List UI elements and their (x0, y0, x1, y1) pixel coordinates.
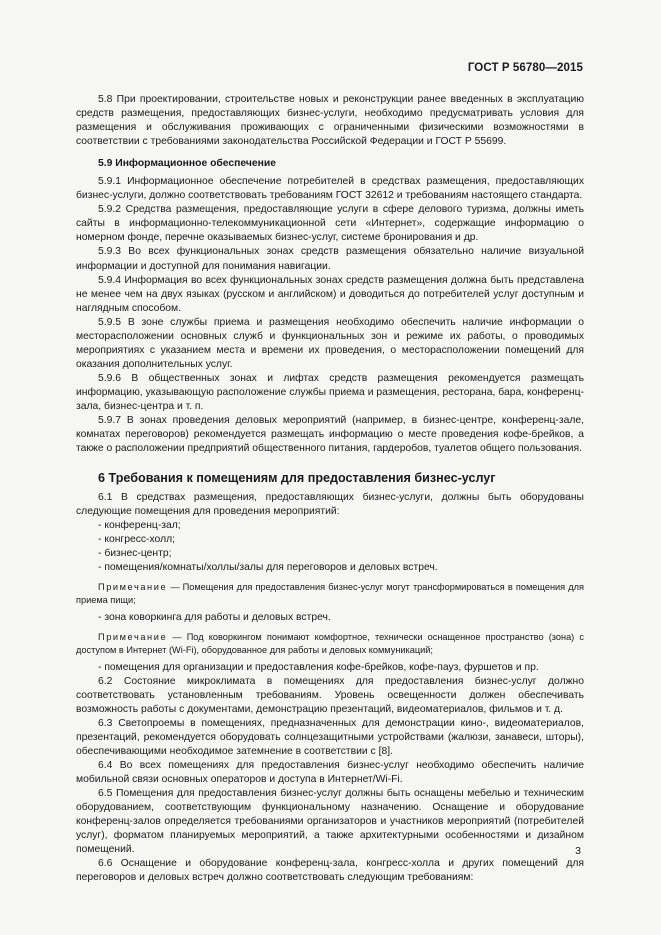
subsection-heading-5-9: 5.9 Информационное обеспечение (98, 158, 277, 170)
note-label: Примечание (98, 582, 168, 593)
paragraph-5-9-6: 5.9.6 В общественных зонах и лифтах средств размещения рекомендуется размещать информацию, указывающую расположение службы приема и размещения, ресторана, бара, конференц-зала, бизнес-центра и т. п. (76, 372, 584, 412)
list-item: - конгресс-холл; (98, 534, 176, 546)
paragraph-5-9-4: 5.9.4 Информация во всех функциональных зонах средств размещения должна быть представлена не менее чем на двух языках (русском и английском) и доводиться до потребителей услуг доступным и наглядным способом. (76, 274, 584, 314)
note-coworking (76, 631, 584, 657)
note-text: Под коворкингом понимают комфортное, технически оснащенное пространство (зона) с доступом в Интернет (Wi-Fi), оборудованное для работы и деловых коммуникаций; (76, 632, 584, 655)
paragraph-5-9-5: 5.9.5 В зоне службы приема и размещения необходимо обеспечить наличие информации о месторасположении основных служб и функциональных зон и режиме их работы, о проводимых мероприятиях с указанием места и времени их проведения, о месторасположении помещений для оказания дополнительных услуг. (76, 316, 584, 370)
paragraph-6-4: 6.4 Во всех помещениях для предоставления бизнес-услуг необходимо обеспечить наличие мобильной связи основных операторов и доступа в Интернет/Wi-Fi. (76, 760, 584, 786)
note-text: Помещения для предоставления бизнес-услуг могут трансформироваться в помещения для приема пищи; (76, 582, 584, 606)
paragraph-6-5: 6.5 Помещения для предоставления бизнес-услуг должны быть оснащены мебелью и техническим оборудованием, соответствующим функциональному назначению. Оснащение и оборудование конференц-залов определяется требованиями организаторов и участников мероприятий (потребителей услуг), форматом планируемых мероприятий, а также архитектурными особенностями и дизайном помещений. (76, 788, 584, 856)
standard-header: ГОСТ Р 56780—2015 (467, 62, 583, 74)
paragraph-6-3: 6.3 Светопроемы в помещениях, предназначенных для демонстрации кино-, видеоматериалов, презентаций, рекомендуется оборудовать солнцезащитными устройствами (жалюзи, занавеси, шторы), обеспечивающими необходимое затемнение в соответствии с [8]. (76, 717, 584, 757)
paragraph-6-6: 6.6 Оснащение и оборудование конференц-зала, конгресс-холла и других помещений для переговоров и деловых встреч должно соответствовать следующим требованиям: (76, 858, 584, 884)
document-body (76, 93, 584, 885)
paragraph-5-9-7: 5.9.7 В зонах проведения деловых мероприятий (например, в бизнес-центре, конференц-зале, комнатах переговоров) рекомендуется размещать информацию о месте проведения кофе-брейков, а также о расположении предприятий общественного питания, гардеробов, туалетов общего пользования. (76, 415, 584, 455)
list-item: - конференц-зал; (98, 520, 181, 532)
note-dash: — (167, 632, 187, 643)
list-item: - помещения/комнаты/холлы/залы для переговоров и деловых встреч. (98, 562, 438, 574)
paragraph-5-9-1: 5.9.1 Информационное обеспечение потребителей в средствах размещения, предоставляющих бизнес-услуги, должно соответствовать требованиям ГОСТ 32612 и требованиям настоящего стандарта. (76, 176, 584, 202)
paragraph-5-8: 5.8 При проектировании, строительстве новых и реконструкции ранее введенных в эксплуатацию средств размещения, предоставляющих бизнес-услуги, необходимо предусматривать условия для размещения и обслуживания проживающих с ограниченными физическими возможностями в соответствии с требованиями законодательства Российской Федерации и ГОСТ Р 55699. (76, 94, 584, 148)
note-dash: — (167, 582, 183, 593)
section-heading-6: 6 Требования к помещениям для предоставления бизнес-услуг (98, 471, 496, 486)
paragraph-5-9-3: 5.9.3 Во всех функциональных зонах средств размещения обязательно наличие визуальной информации и доступной для понимания навигации. (76, 246, 584, 272)
note-label: Примечание (98, 632, 168, 643)
note-transform (76, 581, 584, 607)
page-number: 3 (575, 845, 581, 857)
list-item-coffee: - помещения для организации и предоставления кофе-брейков, кофе-пауз, фуршетов и пр. (98, 661, 539, 673)
list-item: - бизнес-центр; (98, 548, 172, 560)
paragraph-5-9-2: 5.9.2 Средства размещения, предоставляющие услуги в сфере делового туризма, должны иметь сайты в информационно-телекоммуникационной сети «Интернет», содержащие информацию о номерном фонде, перечне оказываемых бизнес-услуг, системе бронирования и др. (76, 204, 584, 244)
paragraph-6-1: 6.1 В средствах размещения, предоставляющих бизнес-услуги, должны быть оборудованы следующие помещения для проведения мероприятий: (76, 492, 584, 518)
paragraph-6-2: 6.2 Состояние микроклимата в помещениях для предоставления бизнес-услуг должно соответствовать установленным требованиям. Уровень освещенности должен обеспечивать возможность работы с документами, демонстрацию презентаций, видеоматериалов, фильмов и т. д. (76, 675, 584, 715)
list-item-coworking: - зона коворкинга для работы и деловых встреч. (98, 612, 331, 624)
